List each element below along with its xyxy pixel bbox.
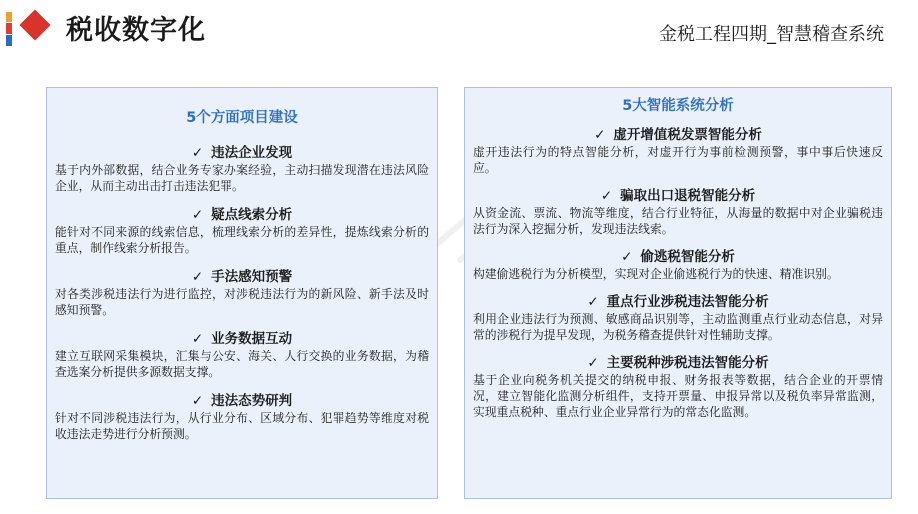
item-heading-row: [473, 249, 883, 266]
check-icon: ✓: [191, 145, 204, 161]
list-item: [55, 207, 429, 256]
item-description: 虚开违法行为的特点智能分析，对虚开行为事前检测预警，事中事后快速反应。: [473, 145, 883, 175]
page-title: 税收数字化: [66, 15, 206, 46]
list-item: [55, 145, 429, 194]
left-panel-title: 5个方面项目建设: [186, 110, 298, 126]
list-item: [473, 188, 883, 237]
check-icon: ✓: [594, 127, 606, 143]
check-icon: ✓: [587, 355, 599, 371]
item-heading: 主要税种涉税违法智能分析: [606, 355, 769, 371]
item-heading: 疑点线索分析: [211, 207, 293, 223]
check-icon: ✓: [621, 249, 633, 265]
item-description: 对各类涉税违法行为进行监控，对涉税违法行为的新风险、新手法及时感知预警。: [55, 287, 429, 317]
item-heading: 违法企业发现: [211, 145, 293, 161]
item-heading-row: [473, 188, 883, 205]
item-description: 能针对不同来源的线索信息，梳理线索分析的差异性，提炼线索分析的重点，制作线索分析报告。: [55, 225, 429, 255]
list-item: [55, 269, 429, 318]
item-description: 基于企业向税务机关提交的纳税申报、财务报表等数据，结合企业的开票情况，建立智能化监测分析组件，支持开票量、申报异常以及税负率异常监测，实现重点税种、重点行业企业异常行为的常态化监测。: [473, 373, 883, 419]
list-item: [473, 127, 883, 176]
item-description: 针对不同涉税违法行为，从行业分布、区域分布、犯罪趋势等维度对税收违法走势进行分析预测。: [55, 411, 429, 441]
right-panel-title: 5大智能系统分析: [622, 98, 734, 114]
system-name: 金税工程四期_智慧稽查系统: [659, 24, 884, 45]
item-heading: 业务数据互动: [211, 331, 293, 347]
check-icon: ✓: [191, 269, 204, 285]
brand-bar-red: [6, 23, 12, 34]
brand-color-bars: [6, 12, 12, 46]
check-icon: ✓: [191, 331, 204, 347]
check-icon: ✓: [191, 393, 204, 409]
left-panel: [46, 87, 438, 499]
list-item: [473, 249, 883, 282]
brand-bar-blue: [6, 35, 12, 46]
list-item: [55, 331, 429, 380]
item-heading: 违法态势研判: [211, 393, 293, 409]
item-heading: 虚开增值税发票智能分析: [613, 127, 762, 143]
right-panel: [464, 87, 892, 499]
list-item: [473, 294, 883, 343]
item-heading: 偷逃税智能分析: [640, 249, 735, 265]
check-icon: ✓: [191, 207, 204, 223]
item-heading-row: [55, 393, 429, 410]
item-heading-row: [473, 127, 883, 144]
item-heading-row: [55, 331, 429, 348]
item-heading-row: [55, 269, 429, 286]
item-heading: 重点行业涉税违法智能分析: [606, 294, 769, 310]
check-icon: ✓: [587, 294, 599, 310]
check-icon: ✓: [600, 188, 613, 204]
item-heading-row: [473, 355, 883, 372]
item-heading-row: [55, 207, 429, 224]
brand-bar-orange: [6, 12, 12, 22]
item-heading: 骗取出口退税智能分析: [620, 188, 756, 204]
left-item-list: [55, 145, 429, 442]
item-description: 利用企业违法行为预测、敏感商品识别等，主动监测重点行业动态信息，对异常的涉税行为提早发现，为税务稽查提供针对性辅助支撑。: [473, 312, 883, 342]
right-item-list: [473, 127, 883, 420]
item-description: 从资金流、票流、物流等维度，结合行业特征，从海量的数据中对企业骗税违法行为深入挖掘分析，发现违法线索。: [473, 206, 883, 236]
item-heading-row: [55, 145, 429, 162]
item-description: 基于内外部数据，结合业务专家办案经验，主动扫描发现潜在违法风险企业，从而主动出击打击违法犯罪。: [55, 163, 429, 193]
item-heading-row: [473, 294, 883, 311]
list-item: [473, 355, 883, 420]
item-description: 建立互联网采集模块，汇集与公安、海关、人行交换的业务数据，为稽查选案分析提供多源数据支撑。: [55, 349, 429, 379]
diamond-icon: [19, 9, 50, 40]
item-description: 构建偷逃税行为分析模型，实现对企业偷逃税行为的快速、精准识别。: [473, 267, 839, 281]
item-heading: 手法感知预警: [211, 269, 293, 285]
list-item: [55, 393, 429, 442]
